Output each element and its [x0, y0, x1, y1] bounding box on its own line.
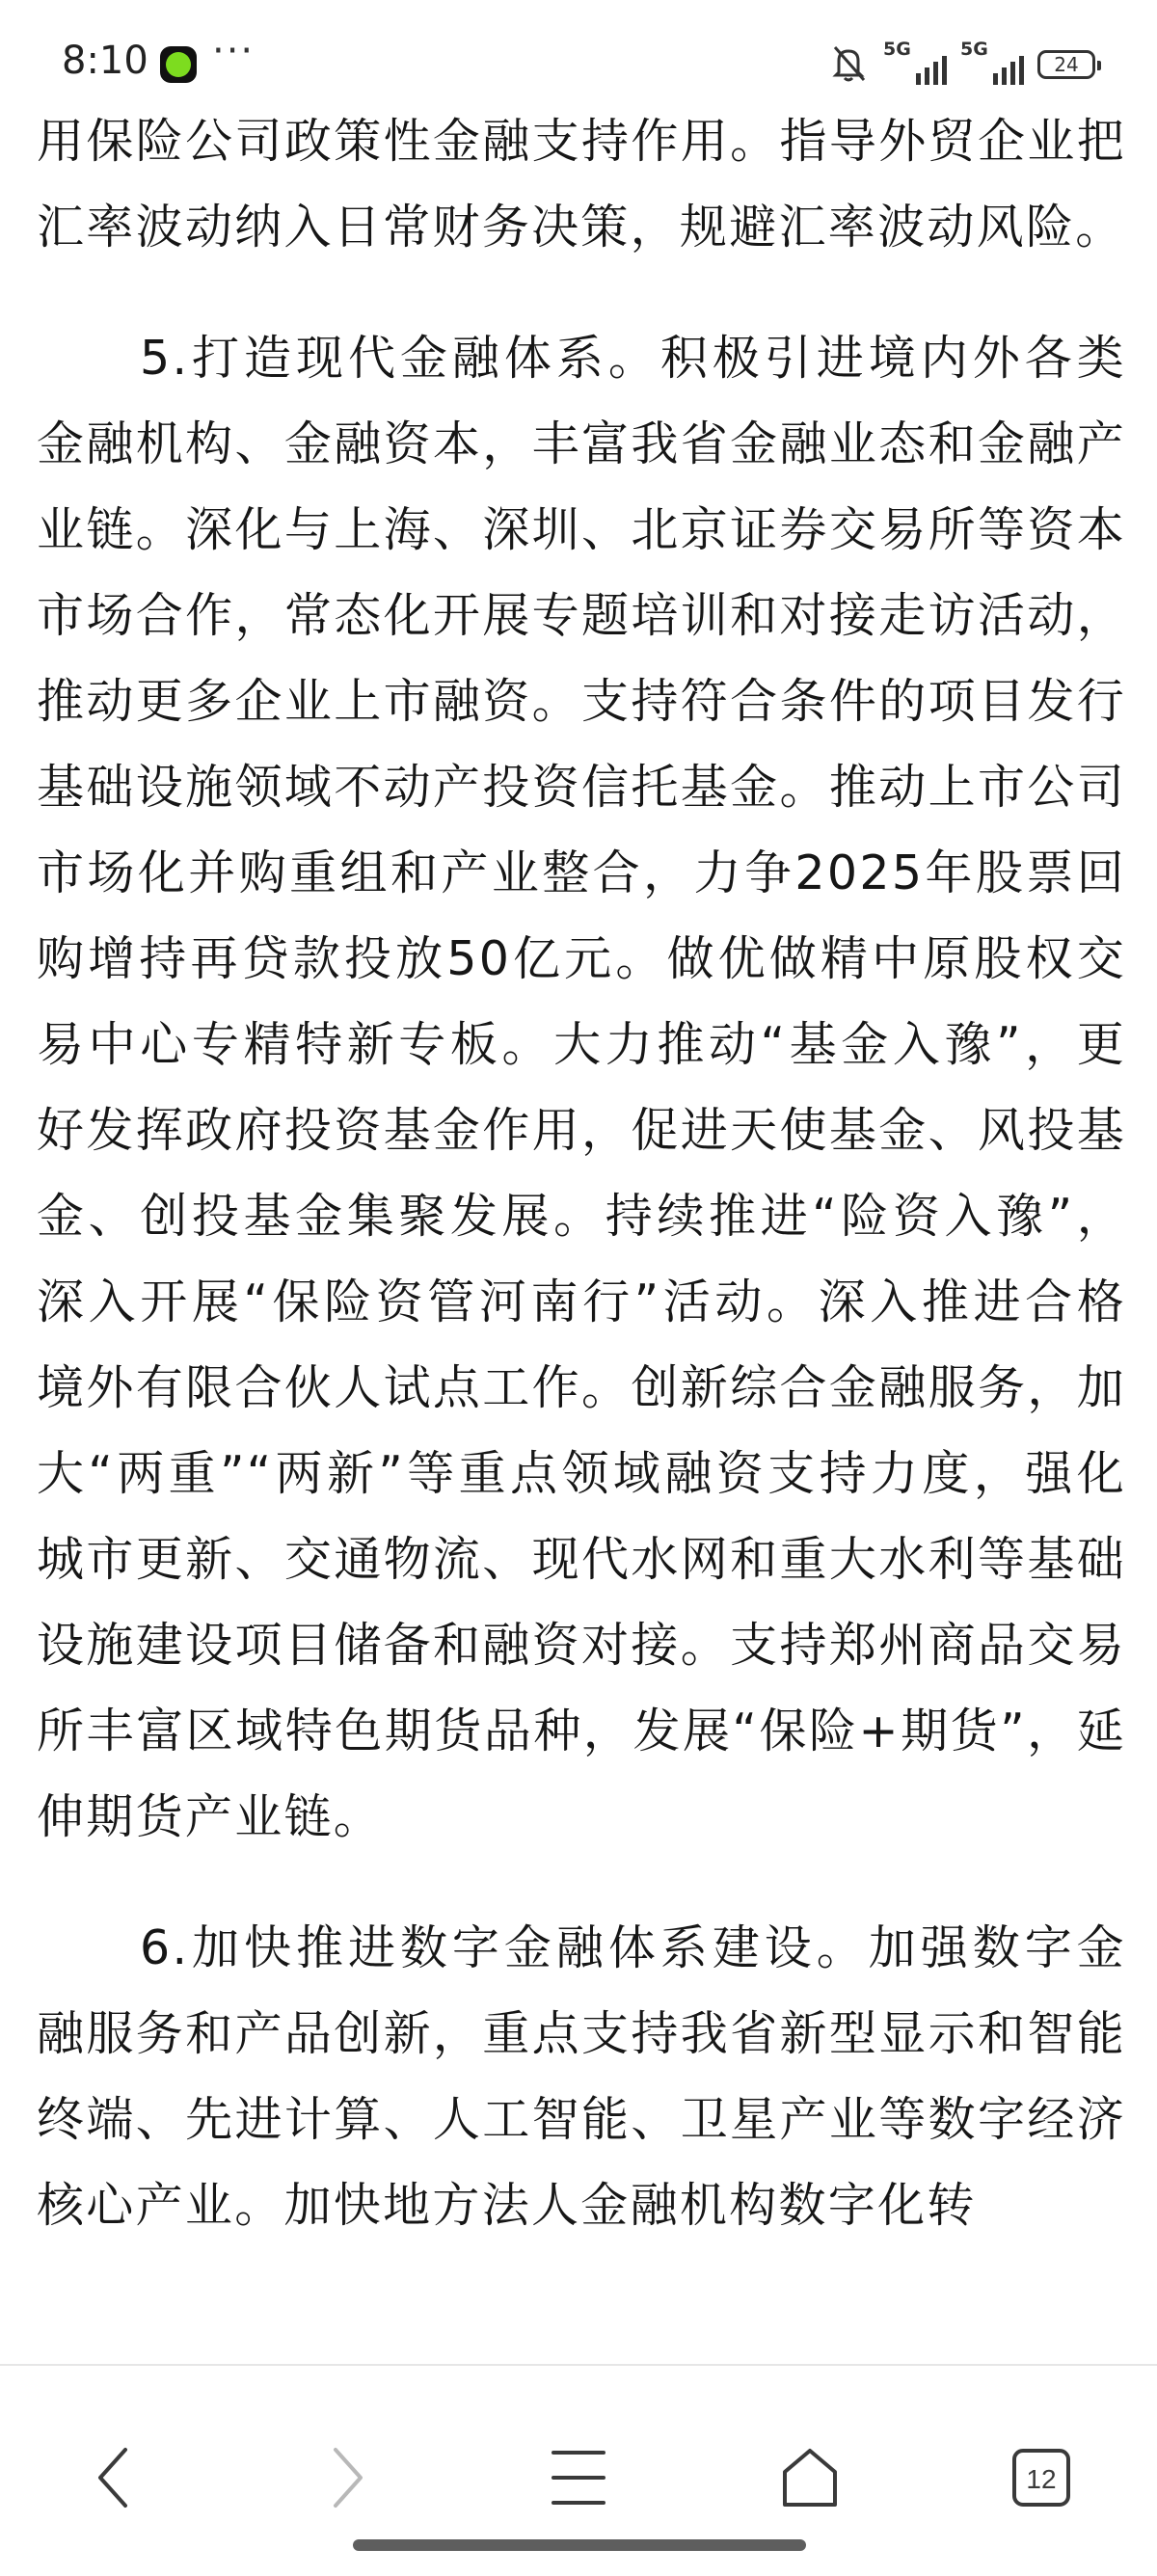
home-indicator[interactable] [353, 2539, 806, 2551]
back-icon [85, 2444, 143, 2511]
status-more-indicator: ··· [212, 29, 256, 73]
status-right-group [827, 40, 1095, 89]
forward-icon [318, 2444, 376, 2511]
app-notification-icon [160, 46, 197, 83]
tabs-button[interactable] [1003, 2439, 1080, 2516]
home-button[interactable] [771, 2439, 848, 2516]
article-paragraph: 5.打造现代金融体系。积极引进境内外各类金融机构、金融资本，丰富我省金融业态和金融产业链。深化与上海、深圳、北京证券交易所等资本市场合作，常态化开展专题培训和对接走访活动，推动更多企业上市融资。支持符合条件的项目发行基础设施领域不动产投资信托基金。推动上市公司市场化并购重组和产业整合，力争2025年股票回购增持再贷款投放50亿元。做优做精中原股权交易中心专精特新专板。大力推动“基金入豫”，更好发挥政府投资基金作用，促进天使基金、风投基金、创投基金集聚发展。持续推进“险资入豫”，深入开展“保险资管河南行”活动。深入推进合格境外有限合伙人试点工作。创新综合金融服务，加大“两重”“两新”等重点领域融资支持力度，强化城市更新、交通物流、现代水网和重大水利等基础设施建设项目储备和融资对接。支持郑州商品交易所丰富区域特色期货品种，发展“保险+期货”，延伸期货产业链。 [37, 331, 1126, 1844]
tabs-icon [1010, 2447, 1072, 2509]
status-time: 8:10 [62, 39, 148, 83]
signal-icon [960, 39, 1024, 87]
menu-button[interactable] [540, 2439, 617, 2516]
mute-icon [827, 41, 870, 88]
article-body [37, 98, 1126, 2248]
tab-count: 12 [1026, 2464, 1057, 2494]
home-icon [775, 2443, 845, 2512]
article-paragraph: 用保险公司政策性金融支持作用。指导外贸企业把汇率波动纳入日常财务决策，规避汇率波动风险。 [37, 114, 1126, 255]
forward-button[interactable] [309, 2439, 386, 2516]
signal-icon [883, 39, 947, 87]
menu-icon [548, 2447, 609, 2509]
signal-1-label: 5G [883, 39, 911, 60]
back-button[interactable] [75, 2439, 152, 2516]
article-paragraph: 6.加快推进数字金融体系建设。加强数字金融服务和产品创新，重点支持我省新型显示和智能终端、先进计算、人工智能、卫星产业等数字经济核心产业。加快地方法人金融机构数字化转 [37, 1920, 1126, 2233]
battery-icon: 24 [1037, 50, 1095, 79]
signal-2-label: 5G [960, 39, 988, 60]
